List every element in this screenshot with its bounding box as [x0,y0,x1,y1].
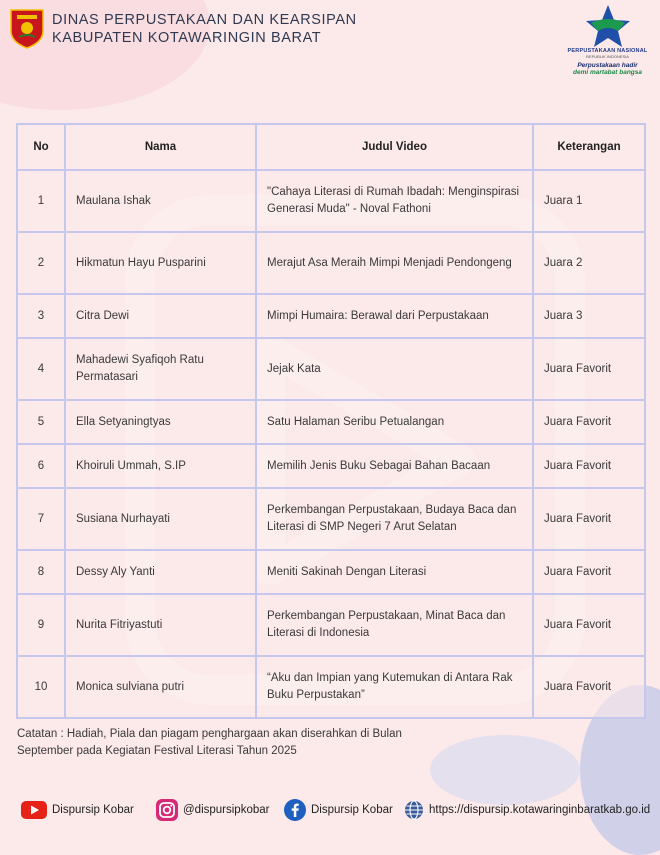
cell-no: 4 [17,338,65,400]
table-row [17,488,645,550]
cell-keterangan: Juara 3 [533,294,645,338]
facebook-icon [284,799,306,821]
cell-no: 6 [17,444,65,488]
table-row [17,400,645,444]
cell-keterangan: Juara 2 [533,232,645,294]
cell-keterangan: Juara Favorit [533,338,645,400]
instagram-icon [156,799,178,821]
kotawaringin-barat-crest-icon [9,7,45,49]
cell-nama: Khoiruli Ummah, S.IP [65,444,256,488]
agency-line-1: DINAS PERPUSTAKAAN DAN KEARSIPAN [52,12,357,28]
header-nama: Nama [65,124,256,170]
cell-judul: Satu Halaman Seribu Petualangan [256,400,533,444]
table-row [17,444,645,488]
cell-judul: Perkembangan Perpustakaan, Minat Baca dan Literasi di Indonesia [256,594,533,656]
cell-no: 1 [17,170,65,232]
table-row [17,550,645,594]
website-link[interactable]: https://dispursip.kotawaringinbaratkab.go.id [429,804,651,816]
winners-table-container [16,123,644,719]
globe-icon [404,800,424,820]
cell-keterangan: Juara Favorit [533,444,645,488]
cell-judul: Jejak Kata [256,338,533,400]
table-row [17,170,645,232]
cell-judul: "Cahaya Literasi di Rumah Ibadah: Menginspirasi Generasi Muda" - Noval Fathoni [256,170,533,232]
winners-table [16,123,646,719]
facebook-label: Dispursip Kobar [311,804,393,816]
catatan-note [17,726,402,760]
cell-no: 8 [17,550,65,594]
cell-no: 3 [17,294,65,338]
cell-judul: Meniti Sakinah Dengan Literasi [256,550,533,594]
cell-nama: Citra Dewi [65,294,256,338]
header-no: No [17,124,65,170]
cell-judul: Merajut Asa Meraih Mimpi Menjadi Pendongeng [256,232,533,294]
social-footer [0,797,660,823]
cell-no: 9 [17,594,65,656]
footer-website[interactable] [404,797,650,823]
logo-tagline-1: Perpustakaan hadir [577,62,638,69]
cell-nama: Dessy Aly Yanti [65,550,256,594]
youtube-label: Dispursip Kobar [52,804,134,816]
cell-nama: Mahadewi Syafiqoh Ratu Permatasari [65,338,256,400]
cell-judul: “Aku dan Impian yang Kutemukan di Antara Rak Buku Perpustakan” [256,656,533,718]
footer-youtube[interactable] [21,797,134,823]
cell-nama: Monica sulviana putri [65,656,256,718]
cell-keterangan: Juara Favorit [533,594,645,656]
logo-tagline-2: demi martabat bangsa [573,69,642,76]
cell-judul: Perkembangan Perpustakaan, Budaya Baca dan Literasi di SMP Negeri 7 Arut Selatan [256,488,533,550]
national-library-name: PERPUSTAKAAN NASIONAL [567,48,648,54]
cell-keterangan: Juara Favorit [533,488,645,550]
header-judul-video: Judul Video [256,124,533,170]
agency-line-2: KABUPATEN KOTAWARINGIN BARAT [52,30,322,46]
header-keterangan: Keterangan [533,124,645,170]
table-header-row [17,124,645,170]
youtube-icon [21,801,47,819]
perpustakaan-nasional-logo [560,3,655,83]
agency-name [52,11,357,47]
table-row [17,232,645,294]
table-row [17,294,645,338]
cell-keterangan: Juara Favorit [533,550,645,594]
cell-nama: Susiana Nurhayati [65,488,256,550]
table-row [17,656,645,718]
instagram-label: @dispursipkobar [183,804,270,816]
cell-keterangan: Juara Favorit [533,400,645,444]
note-line-2: September pada Kegiatan Festival Literasi Tahun 2025 [17,745,297,757]
cell-judul: Mimpi Humaira: Berawal dari Perpustakaan [256,294,533,338]
table-row [17,338,645,400]
table-row [17,594,645,656]
cell-nama: Hikmatun Hayu Pusparini [65,232,256,294]
footer-facebook[interactable] [284,797,393,823]
cell-keterangan: Juara 1 [533,170,645,232]
cell-no: 5 [17,400,65,444]
note-line-1: Catatan : Hadiah, Piala dan piagam penghargaan akan diserahkan di Bulan [17,728,402,740]
footer-instagram[interactable] [156,797,269,823]
cell-nama: Maulana Ishak [65,170,256,232]
national-library-sub: REPUBLIK INDONESIA [586,54,629,59]
cell-judul: Memilih Jenis Buku Sebagai Bahan Bacaan [256,444,533,488]
cell-nama: Nurita Fitriyastuti [65,594,256,656]
star-logo-icon [585,3,631,49]
decor-blob-bottom-middle [430,735,580,805]
page-header [0,0,660,100]
cell-no: 10 [17,656,65,718]
cell-keterangan: Juara Favorit [533,656,645,718]
cell-nama: Ella Setyaningtyas [65,400,256,444]
cell-no: 2 [17,232,65,294]
cell-no: 7 [17,488,65,550]
